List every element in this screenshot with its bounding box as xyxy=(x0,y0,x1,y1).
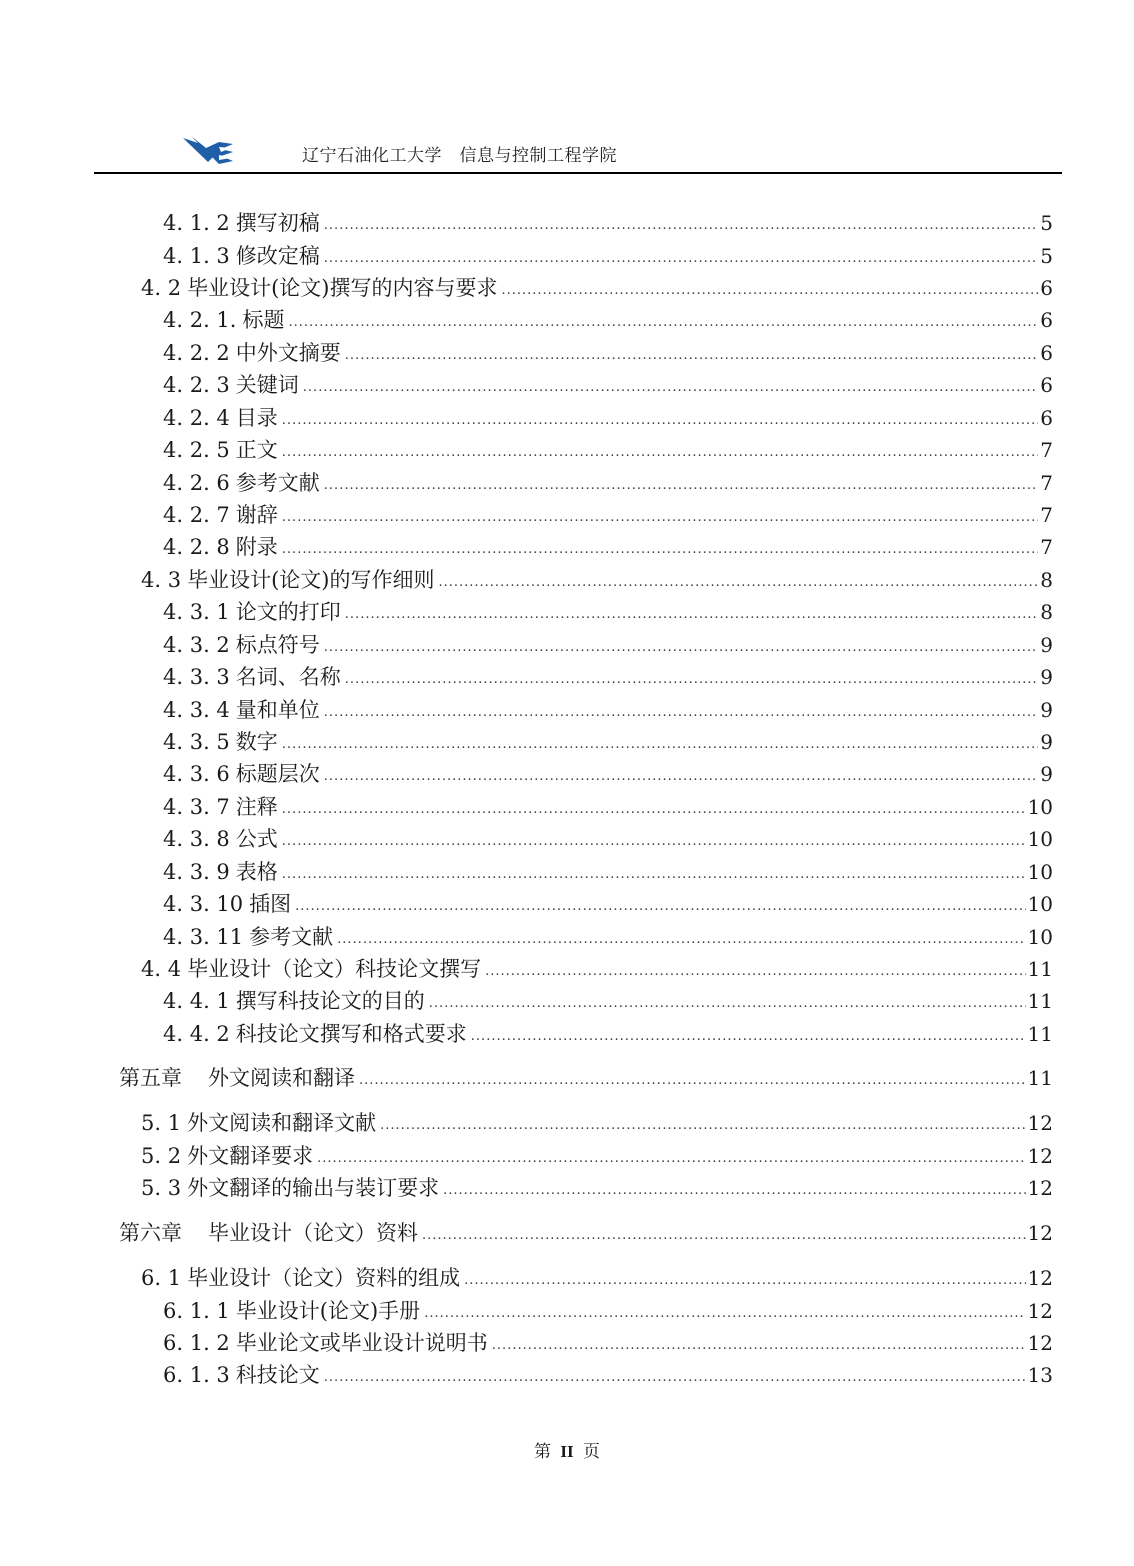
toc-entry-4-3[interactable] xyxy=(141,565,1053,595)
toc-title: 科技论文撰写和格式要求 xyxy=(235,1022,467,1046)
toc-number: 5. 1 xyxy=(141,1111,182,1135)
toc-entry-4-2-7[interactable] xyxy=(163,500,1053,530)
toc-entry-4-2-5[interactable] xyxy=(163,435,1053,465)
toc-leader xyxy=(429,989,1026,1019)
toc-title: 外文翻译的输出与装订要求 xyxy=(187,1176,440,1200)
toc-leader xyxy=(471,1022,1026,1052)
toc-number: 4. 3. 11 xyxy=(163,925,244,949)
toc-title: 关键词 xyxy=(235,373,299,397)
toc-page: 6 xyxy=(1040,276,1053,300)
toc-leader xyxy=(345,665,1038,695)
toc-title: 论文的打印 xyxy=(235,600,341,624)
toc-number: 4. 2. 8 xyxy=(163,535,230,559)
toc-leader xyxy=(282,860,1026,890)
toc-leader xyxy=(324,762,1038,792)
toc-entry-4-3-3[interactable] xyxy=(163,662,1053,692)
toc-leader xyxy=(464,1266,1025,1296)
toc-page: 11 xyxy=(1027,989,1053,1013)
toc-page: 10 xyxy=(1027,925,1053,949)
toc-page: 7 xyxy=(1040,503,1053,527)
toc-entry-4-3-7[interactable] xyxy=(163,792,1053,822)
toc-title: 外文翻译要求 xyxy=(187,1144,314,1168)
toc-title: 标点符号 xyxy=(235,633,320,657)
toc-page: 10 xyxy=(1027,860,1053,884)
toc-page: 9 xyxy=(1040,762,1053,786)
toc-number: 6. 1. 3 xyxy=(163,1363,230,1387)
toc-page: 8 xyxy=(1040,568,1053,592)
toc-page: 6 xyxy=(1040,373,1053,397)
toc-title: 数字 xyxy=(235,730,278,754)
toc-page: 9 xyxy=(1040,633,1053,657)
toc-entry-4-3-1[interactable] xyxy=(163,597,1053,627)
toc-page: 11 xyxy=(1027,1066,1053,1090)
toc-title: 毕业设计（论文）资料 xyxy=(208,1221,418,1245)
toc-title: 毕业设计(论文)撰写的内容与要求 xyxy=(187,276,498,300)
toc-entry-4-3-8[interactable] xyxy=(163,824,1053,854)
toc-leader xyxy=(282,535,1038,565)
toc-number: 4. 3. 3 xyxy=(163,665,230,689)
toc-leader xyxy=(324,244,1038,274)
toc-title: 插图 xyxy=(249,892,292,916)
toc-page: 12 xyxy=(1027,1299,1053,1323)
toc-number: 4. 2. 4 xyxy=(163,406,230,430)
toc-number: 4. 2. 6 xyxy=(163,471,230,495)
toc-entry-4-2-4[interactable] xyxy=(163,403,1053,433)
toc-entry-6-1-2[interactable] xyxy=(163,1328,1053,1358)
toc-entry-4-2-8[interactable] xyxy=(163,532,1053,562)
toc-entry-4-2-3[interactable] xyxy=(163,370,1053,400)
toc-entry-4-4-2[interactable] xyxy=(163,1019,1053,1049)
toc-title: 目录 xyxy=(235,406,278,430)
toc-number: 第五章 xyxy=(119,1066,182,1090)
toc-title: 撰写科技论文的目的 xyxy=(235,989,425,1013)
toc-page: 6 xyxy=(1040,308,1053,332)
toc-page: 5 xyxy=(1040,211,1053,235)
toc-title: 正文 xyxy=(235,438,278,462)
toc-page: 11 xyxy=(1027,1022,1053,1046)
toc-page: 12 xyxy=(1027,1111,1053,1135)
toc-leader xyxy=(282,730,1038,760)
header-title: 辽宁石油化工大学 信息与控制工程学院 xyxy=(302,146,617,166)
toc-page: 9 xyxy=(1040,665,1053,689)
toc-entry-4-3-11[interactable] xyxy=(163,922,1053,952)
toc-number: 4. 3. 1 xyxy=(163,600,230,624)
toc-leader xyxy=(359,1066,1026,1096)
toc-entry-5-1[interactable] xyxy=(141,1108,1053,1138)
toc-leader xyxy=(324,211,1038,241)
toc-number: 5. 2 xyxy=(141,1144,182,1168)
toc-title: 毕业设计（论文）资料的组成 xyxy=(187,1266,461,1290)
toc-page: 11 xyxy=(1027,957,1053,981)
toc-entry-4-3-5[interactable] xyxy=(163,727,1053,757)
toc-page: 6 xyxy=(1040,341,1053,365)
toc-entry-5-2[interactable] xyxy=(141,1141,1053,1171)
toc-number: 6. 1. 1 xyxy=(163,1299,230,1323)
toc-number: 6. 1. 2 xyxy=(163,1331,230,1355)
toc-leader xyxy=(422,1221,1026,1251)
toc-number: 4. 3. 8 xyxy=(163,827,230,851)
toc-leader xyxy=(324,633,1038,663)
toc-leader xyxy=(345,600,1038,630)
toc-title: 参考文献 xyxy=(249,925,334,949)
footer-prefix: 第 xyxy=(533,1442,551,1462)
toc-leader xyxy=(282,503,1038,533)
toc-title: 毕业论文或毕业设计说明书 xyxy=(235,1331,488,1355)
toc-page: 10 xyxy=(1027,827,1053,851)
toc-number: 4. 3 xyxy=(141,568,182,592)
toc-number: 4. 3. 7 xyxy=(163,795,230,819)
toc-title: 撰写初稿 xyxy=(235,211,320,235)
toc-leader xyxy=(282,438,1038,468)
toc-page: 10 xyxy=(1027,795,1053,819)
toc-leader xyxy=(288,308,1038,338)
toc-title: 公式 xyxy=(235,827,278,851)
toc-leader xyxy=(438,568,1038,598)
toc-title: 量和单位 xyxy=(235,698,320,722)
toc-title: 毕业设计（论文）科技论文撰写 xyxy=(187,957,482,981)
toc-number: 4. 3. 9 xyxy=(163,860,230,884)
toc-leader xyxy=(485,957,1025,987)
toc-page: 9 xyxy=(1040,698,1053,722)
toc-leader xyxy=(295,892,1025,922)
toc-title: 科技论文 xyxy=(235,1363,320,1387)
toc-entry-4-1-2[interactable] xyxy=(163,208,1053,238)
toc-entry-chapter-5[interactable] xyxy=(119,1063,1053,1093)
toc-page: 7 xyxy=(1040,471,1053,495)
toc-number: 4. 4. 1 xyxy=(163,989,230,1013)
toc-page: 13 xyxy=(1027,1363,1053,1387)
toc-page: 12 xyxy=(1027,1144,1053,1168)
toc-number: 4. 3. 4 xyxy=(163,698,230,722)
toc-entry-4-2-1[interactable] xyxy=(163,305,1053,335)
toc-leader xyxy=(324,471,1038,501)
toc-entry-4-4[interactable] xyxy=(141,954,1053,984)
toc-leader xyxy=(380,1111,1025,1141)
toc-entry-chapter-6[interactable] xyxy=(119,1218,1053,1248)
toc-number: 4. 1. 3 xyxy=(163,244,230,268)
toc-leader xyxy=(324,1363,1026,1393)
toc-number: 4. 2. 7 xyxy=(163,503,230,527)
toc-title: 中外文摘要 xyxy=(235,341,341,365)
toc-number: 第六章 xyxy=(119,1221,182,1245)
toc-title: 附录 xyxy=(235,535,278,559)
toc-title: 参考文献 xyxy=(235,471,320,495)
toc-leader xyxy=(303,373,1038,403)
toc-title: 标题 xyxy=(242,308,285,332)
toc-number: 5. 3 xyxy=(141,1176,182,1200)
toc-leader xyxy=(501,276,1038,306)
toc-page: 10 xyxy=(1027,892,1053,916)
toc-entry-4-2[interactable] xyxy=(141,273,1053,303)
toc-page: 12 xyxy=(1027,1266,1053,1290)
toc-leader xyxy=(282,406,1038,436)
toc-entry-4-3-10[interactable] xyxy=(163,889,1053,919)
toc-page: 12 xyxy=(1027,1331,1053,1355)
toc-leader xyxy=(324,698,1038,728)
toc-title: 毕业设计(论文)的写作细则 xyxy=(187,568,435,592)
page-footer xyxy=(0,1437,1134,1462)
footer-suffix: 页 xyxy=(583,1442,601,1462)
toc-leader xyxy=(317,1144,1025,1174)
toc-title: 标题层次 xyxy=(235,762,320,786)
toc-title: 外文阅读和翻译 xyxy=(208,1066,355,1090)
toc-entry-4-3-9[interactable] xyxy=(163,857,1053,887)
toc-title: 外文阅读和翻译文献 xyxy=(187,1111,377,1135)
toc-leader xyxy=(443,1176,1025,1206)
toc-entry-4-3-2[interactable] xyxy=(163,630,1053,660)
toc-title: 修改定稿 xyxy=(235,244,320,268)
toc-entry-4-4-1[interactable] xyxy=(163,986,1053,1016)
toc-entry-4-3-4[interactable] xyxy=(163,695,1053,725)
toc-leader xyxy=(337,925,1025,955)
toc-number: 4. 2. 5 xyxy=(163,438,230,462)
toc-entry-4-2-6[interactable] xyxy=(163,468,1053,498)
footer-page-number: II xyxy=(560,1442,574,1461)
toc-leader xyxy=(424,1299,1025,1329)
toc-entry-6-1-3[interactable] xyxy=(163,1360,1053,1390)
toc-number: 4. 4. 2 xyxy=(163,1022,230,1046)
toc-entry-5-3[interactable] xyxy=(141,1173,1053,1203)
toc-entry-6-1[interactable] xyxy=(141,1263,1053,1293)
toc-number: 4. 1. 2 xyxy=(163,211,230,235)
toc-page: 12 xyxy=(1027,1221,1053,1245)
toc-title: 名词、名称 xyxy=(235,665,341,689)
toc-leader xyxy=(345,341,1038,371)
toc-number: 4. 2. 1. xyxy=(163,308,237,332)
toc-number: 4. 2. 2 xyxy=(163,341,230,365)
toc-leader xyxy=(492,1331,1026,1361)
toc-number: 4. 3. 10 xyxy=(163,892,244,916)
toc-entry-4-1-3[interactable] xyxy=(163,241,1053,271)
toc-entry-4-3-6[interactable] xyxy=(163,759,1053,789)
toc-number: 4. 2 xyxy=(141,276,182,300)
toc-number: 4. 4 xyxy=(141,957,182,981)
toc-page: 5 xyxy=(1040,244,1053,268)
toc-number: 4. 3. 5 xyxy=(163,730,230,754)
toc-page: 12 xyxy=(1027,1176,1053,1200)
toc-page: 7 xyxy=(1040,438,1053,462)
toc-leader xyxy=(282,827,1026,857)
toc-page: 9 xyxy=(1040,730,1053,754)
toc-number: 6. 1 xyxy=(141,1266,182,1290)
toc-page: 8 xyxy=(1040,600,1053,624)
toc-title: 谢辞 xyxy=(235,503,278,527)
toc-title: 表格 xyxy=(235,860,278,884)
toc-title: 注释 xyxy=(235,795,278,819)
toc-number: 4. 3. 2 xyxy=(163,633,230,657)
toc-page: 6 xyxy=(1040,406,1053,430)
toc-number: 4. 2. 3 xyxy=(163,373,230,397)
toc-number: 4. 3. 6 xyxy=(163,762,230,786)
toc-title: 毕业设计(论文)手册 xyxy=(235,1299,421,1323)
toc-leader xyxy=(282,795,1026,825)
toc-entry-6-1-1[interactable] xyxy=(163,1296,1053,1326)
toc-page: 7 xyxy=(1040,535,1053,559)
toc-entry-4-2-2[interactable] xyxy=(163,338,1053,368)
